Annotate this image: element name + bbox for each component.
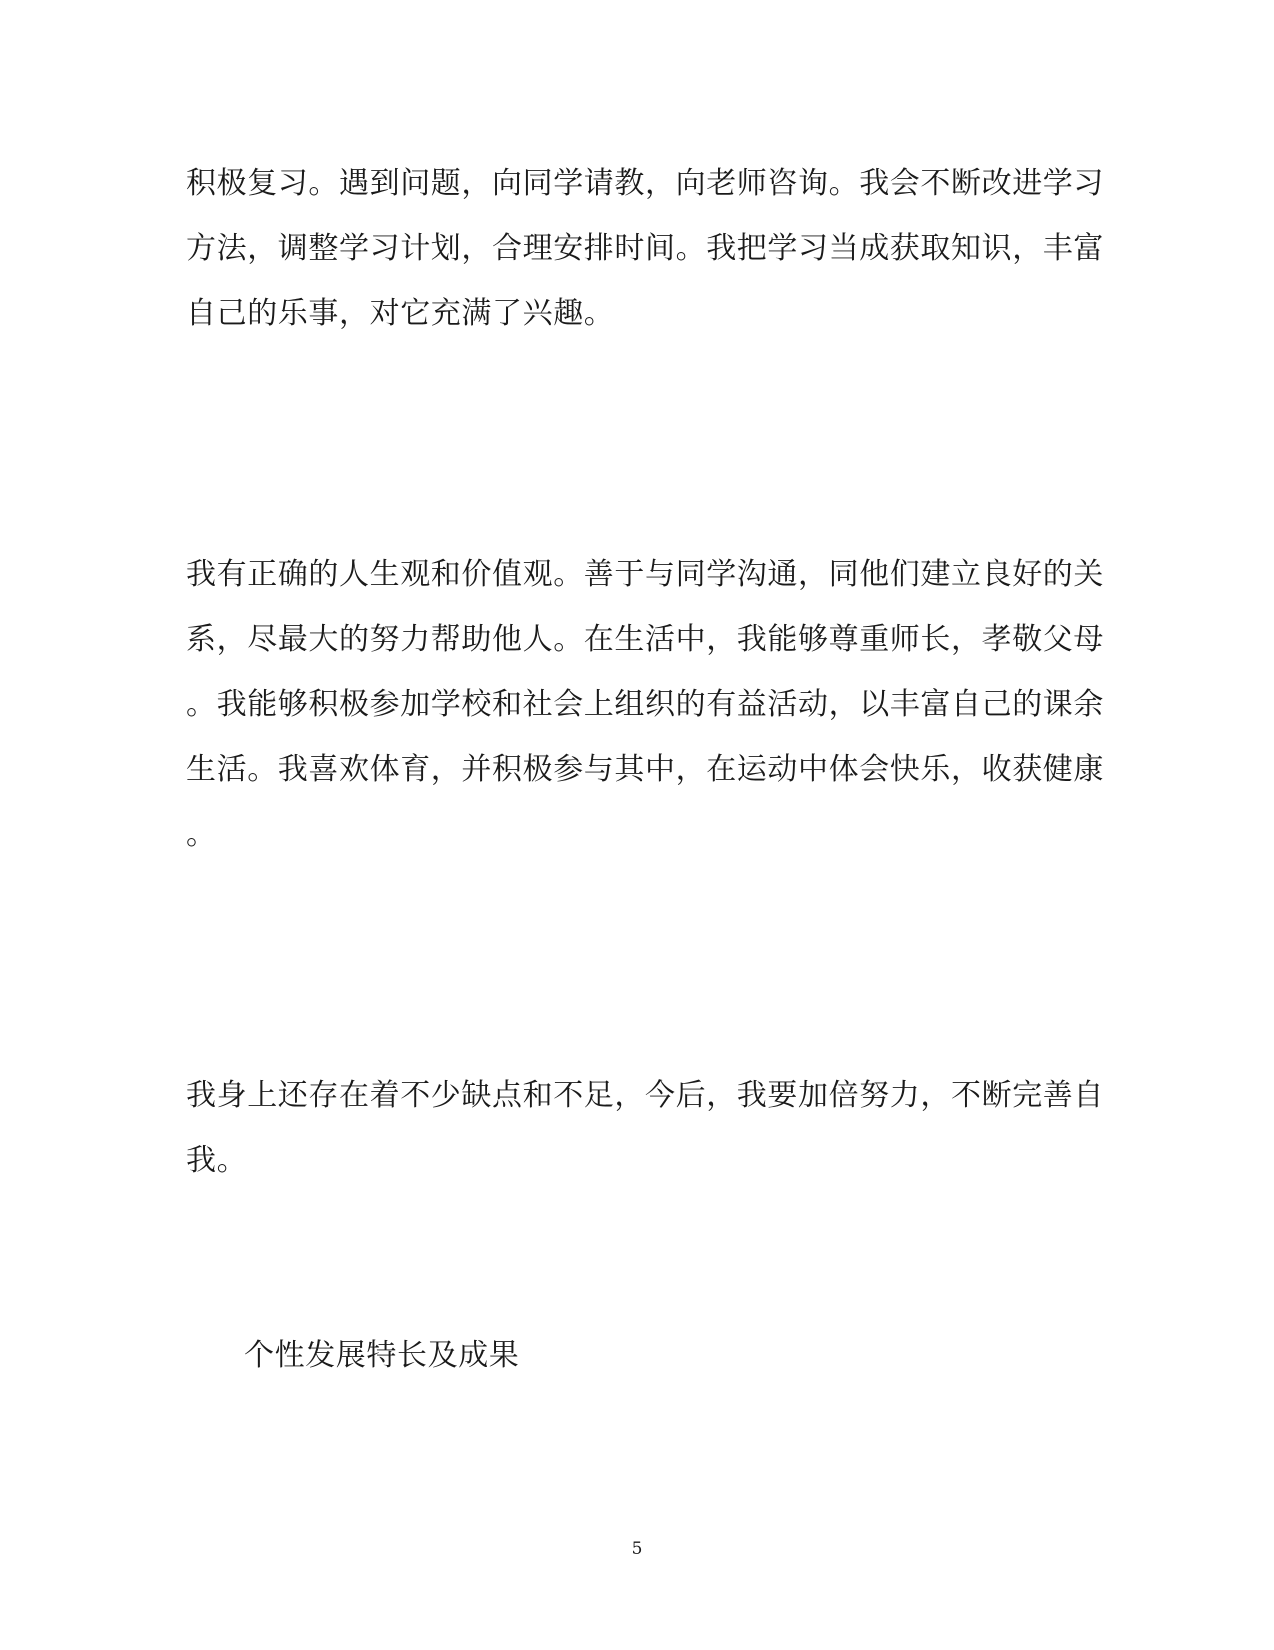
page-number: 5 xyxy=(631,1539,643,1559)
text-line: 。我能够积极参加学校和社会上组织的有益活动，以丰富自己的课余 xyxy=(186,687,1104,722)
text-line: 生活。我喜欢体育，并积极参与其中，在运动中体会快乐，收获健康 xyxy=(186,752,1104,787)
text-line: 我身上还存在着不少缺点和不足，今后，我要加倍努力，不断完善自 xyxy=(186,1078,1104,1113)
text-line: 。 xyxy=(186,817,217,852)
text-line: 方法，调整学习计划，合理安排时间。我把学习当成获取知识，丰富 xyxy=(186,231,1104,266)
text-line: 我有正确的人生观和价值观。善于与同学沟通，同他们建立良好的关 xyxy=(186,557,1104,592)
text-line: 自己的乐事，对它充满了兴趣。 xyxy=(186,296,615,331)
section-heading: 个性发展特长及成果 xyxy=(244,1338,520,1373)
text-line: 系，尽最大的努力帮助他人。在生活中，我能够尊重师长，孝敬父母 xyxy=(186,622,1104,657)
text-line: 我。 xyxy=(186,1143,248,1178)
text-line: 积极复习。遇到问题，向同学请教，向老师咨询。我会不断改进学习 xyxy=(186,166,1104,201)
